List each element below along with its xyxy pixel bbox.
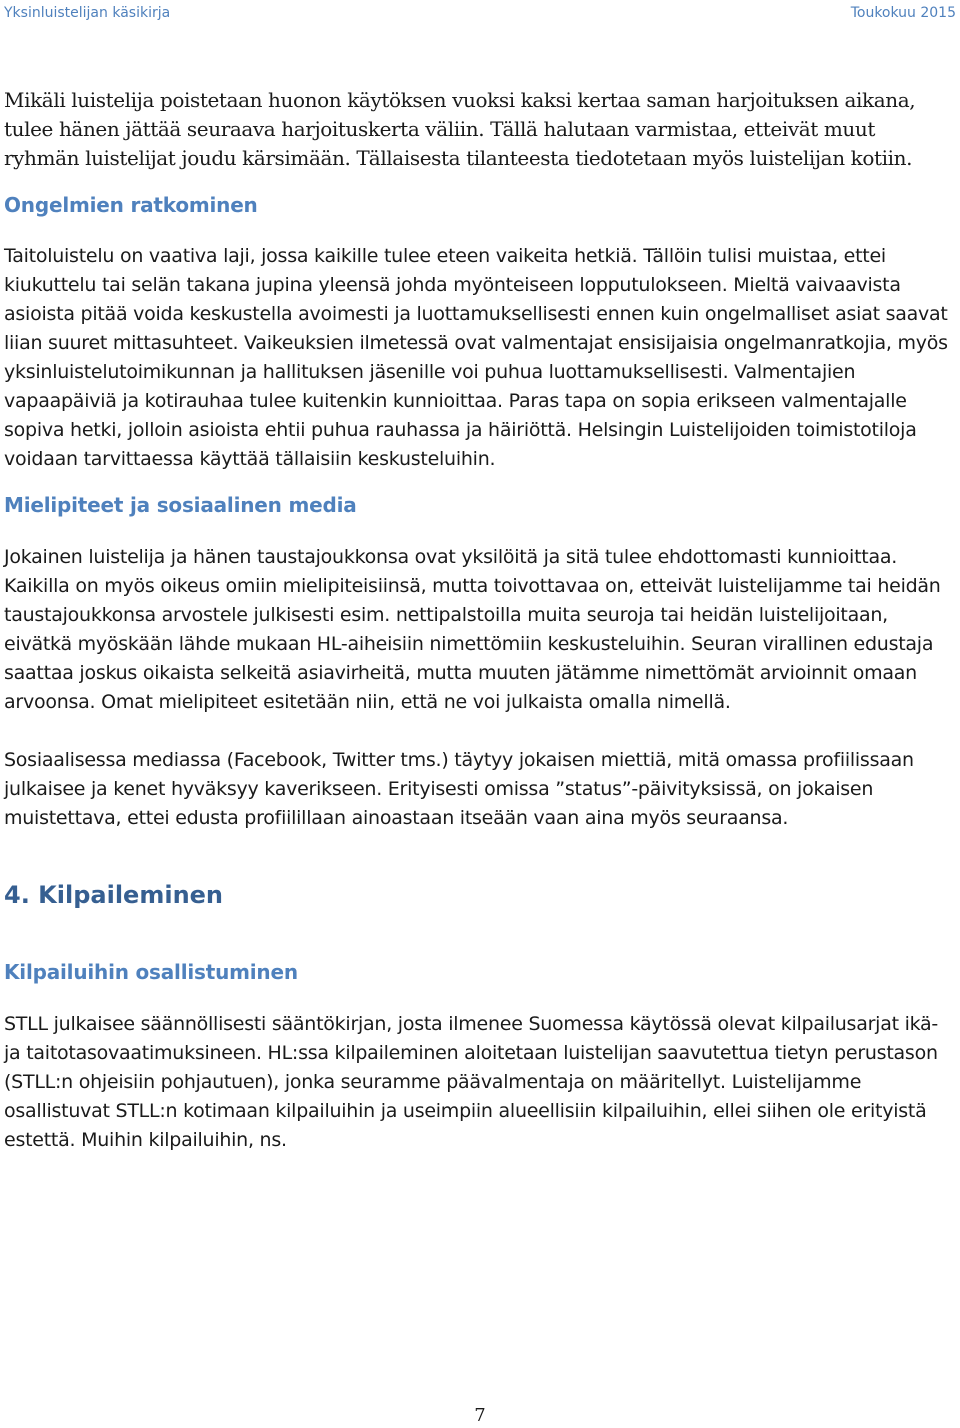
paragraph-behaviour: Mikäli luistelija poistetaan huonon käytöksen vuoksi kaksi kertaa saman harjoituksen aikana, tulee hänen jättää seuraava harjoituskerta väliin. Tällä halutaan varmistaa, etteivät muut ryhmän luistelijat joudu kärsimään. Tällaisesta tilanteesta tiedotetaan myös luistelijan kotiin. xyxy=(4,88,916,171)
heading-section-4: 4. Kilpaileminen xyxy=(4,880,224,909)
page-header xyxy=(0,0,960,30)
header-date: Toukokuu 2015 xyxy=(850,5,956,21)
header-document-title: Yksinluistelijan käsikirja xyxy=(4,5,171,21)
paragraph-social-media: Sosiaalisessa mediassa (Facebook, Twitter tms.) täytyy jokaisen miettiä, mitä omassa profiilissaan julkaisee ja kenet hyväksyy kaverikseen. Erityisesti omissa ”status”-päivityksissä, on jokaisen muistettava, ettei edusta profiilillaan ainoastaan itseään vaan aina myös seuraansa. xyxy=(4,748,914,829)
paragraph-opinions: Jokainen luistelija ja hänen taustajoukkonsa ovat yksilöitä ja sitä tulee ehdottomasti kunnioittaa. Kaikilla on myös oikeus omiin mielipiteisiinsä, mutta toivottavaa on, etteivät luistelijamme tai heidän taustajoukkonsa arvostele julkisesti esim. nettipalstoilla muita seuroja tai heidän luistelijoitaan, eivätkä myöskään lähde mukaan HL-aiheisiin nimettömiin keskusteluihin. Seuran virallinen edustaja saattaa joskus oikaista selkeitä asiavirheitä, mutta muuten jätämme nimettömät arvioinnit omaan arvoonsa. Omat mielipiteet esitetään niin, että ne voi julkaista omalla nimellä. xyxy=(4,545,941,713)
heading-mielipiteet: Mielipiteet ja sosiaalinen media xyxy=(4,492,357,517)
heading-ongelmien-ratkominen: Ongelmien ratkominen xyxy=(4,192,258,217)
paragraph-problem-solving: Taitoluistelu on vaativa laji, jossa kaikille tulee eteen vaikeita hetkiä. Tällöin tulisi muistaa, ettei kiukuttelu tai selän takana jupina yleensä johda myönteiseen lopputulokseen. Mieltä vaivaavista asioista pitää voida keskustella avoimesti ja luottamuksellisesti ennen kuin ongelmalliset asiat saavat liian suuret mittasuhteet. Vaikeuksien ilmetessä ovat valmentajat ensisijaisia ongelmanratkojia, myös yksinluistelutoimikunnan ja hallituksen jäsenille voi puhua luottamuksellisesti. Valmentajien vapaapäiviä ja kotirauhaa tulee kuitenkin kunnioittaa. Paras tapa on sopia erikseen valmentajalle sopiva hetki, jolloin asioista ehtii puhua rauhassa ja häiriöttä. Helsingin Luistelijoiden toimistotiloja voidaan tarvittaessa käyttää tällaisiin keskusteluihin. xyxy=(4,244,948,470)
page-number: 7 xyxy=(474,1405,486,1426)
page-content xyxy=(4,86,952,1155)
paragraph-competitions: STLL julkaisee säännöllisesti sääntökirjan, josta ilmenee Suomessa käytössä olevat kilpailusarjat ikä- ja taitotasovaatimuksineen. HL:ssa kilpaileminen aloitetaan luistelijan saavutettua tietyn perustason (STLL:n ohjeisiin pohjautuen), jonka seuramme päävalmentaja on määritellyt. Luistelijamme osallistuvat STLL:n kotimaan kilpailuihin ja useimpiin alueellisiin kilpailuihin, ellei siihen ole erityistä estettä. Muihin kilpailuihin, ns. xyxy=(4,1012,939,1151)
heading-kilpailuihin: Kilpailuihin osallistuminen xyxy=(4,959,298,984)
